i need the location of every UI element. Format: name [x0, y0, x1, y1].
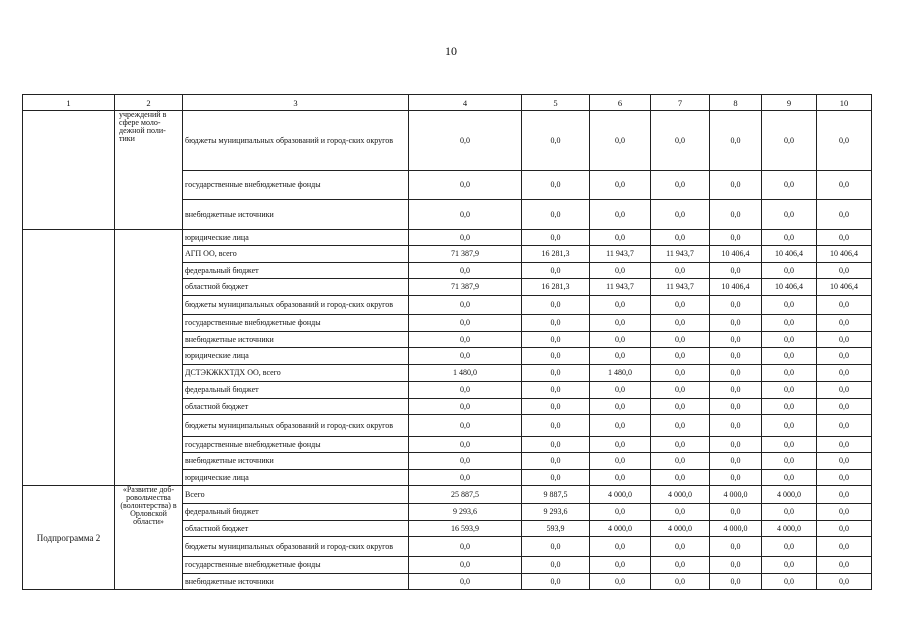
value-cell: 0,0 — [651, 504, 710, 521]
value-cell: 0,0 — [817, 557, 872, 574]
value-cell: 0,0 — [710, 574, 762, 590]
value-cell: 0,0 — [762, 557, 817, 574]
value-cell: 0,0 — [590, 574, 651, 590]
program-cell — [23, 111, 115, 230]
value-cell: 0,0 — [817, 415, 872, 437]
value-cell: 0,0 — [817, 171, 872, 200]
header-cell: 3 — [183, 95, 409, 111]
value-cell: 10 406,4 — [817, 279, 872, 296]
value-cell: 0,0 — [522, 171, 590, 200]
value-cell: 1 480,0 — [409, 365, 522, 382]
value-cell: 4 000,0 — [762, 486, 817, 504]
value-cell: 0,0 — [710, 263, 762, 279]
table-row — [23, 486, 872, 504]
value-cell: 0,0 — [710, 537, 762, 557]
value-cell: 0,0 — [522, 415, 590, 437]
value-cell: 0,0 — [651, 574, 710, 590]
value-cell: 0,0 — [651, 399, 710, 415]
measure-cell: «Развитие доб-ровольчества (волонтерства) в Орловской области» — [115, 486, 183, 590]
value-cell: 0,0 — [590, 504, 651, 521]
value-cell: 0,0 — [710, 296, 762, 315]
funding-source-cell: федеральный бюджет — [183, 263, 409, 279]
value-cell: 1 480,0 — [590, 365, 651, 382]
value-cell: 0,0 — [762, 111, 817, 171]
value-cell: 0,0 — [651, 263, 710, 279]
value-cell: 0,0 — [762, 348, 817, 365]
value-cell: 0,0 — [590, 470, 651, 486]
funding-source-cell: внебюджетные источники — [183, 453, 409, 470]
value-cell: 0,0 — [817, 504, 872, 521]
value-cell: 0,0 — [651, 470, 710, 486]
funding-source-cell: внебюджетные источники — [183, 574, 409, 590]
value-cell: 0,0 — [762, 437, 817, 453]
funding-source-cell: юридические лица — [183, 348, 409, 365]
value-cell: 0,0 — [817, 332, 872, 348]
value-cell: 0,0 — [522, 230, 590, 246]
value-cell: 4 000,0 — [590, 521, 651, 537]
value-cell: 0,0 — [817, 470, 872, 486]
value-cell: 11 943,7 — [651, 279, 710, 296]
value-cell: 0,0 — [522, 332, 590, 348]
value-cell: 0,0 — [762, 200, 817, 230]
value-cell: 0,0 — [817, 453, 872, 470]
value-cell: 4 000,0 — [710, 521, 762, 537]
value-cell: 0,0 — [710, 504, 762, 521]
value-cell: 0,0 — [522, 200, 590, 230]
value-cell: 0,0 — [817, 200, 872, 230]
value-cell: 0,0 — [817, 437, 872, 453]
value-cell: 0,0 — [651, 557, 710, 574]
value-cell: 0,0 — [590, 537, 651, 557]
program-cell — [23, 230, 115, 486]
value-cell: 0,0 — [409, 537, 522, 557]
funding-source-cell: федеральный бюджет — [183, 382, 409, 399]
value-cell: 0,0 — [762, 171, 817, 200]
funding-source-cell: бюджеты муниципальных образований и город-ских округов — [183, 415, 409, 437]
value-cell: 0,0 — [762, 365, 817, 382]
header-cell: 7 — [651, 95, 710, 111]
funding-source-cell: областной бюджет — [183, 399, 409, 415]
value-cell: 0,0 — [651, 200, 710, 230]
value-cell: 0,0 — [590, 111, 651, 171]
value-cell: 0,0 — [409, 557, 522, 574]
funding-source-cell: внебюджетные источники — [183, 332, 409, 348]
measure-cell: учреждений в сфере моло-дежной поли-тики — [115, 111, 183, 230]
value-cell: 0,0 — [817, 348, 872, 365]
funding-source-cell: государственные внебюджетные фонды — [183, 557, 409, 574]
funding-source-cell: бюджеты муниципальных образований и город-ских округов — [183, 537, 409, 557]
value-cell: 0,0 — [817, 230, 872, 246]
table-row — [23, 230, 872, 246]
value-cell: 0,0 — [710, 171, 762, 200]
value-cell: 16 281,3 — [522, 279, 590, 296]
value-cell: 0,0 — [762, 230, 817, 246]
value-cell: 0,0 — [762, 399, 817, 415]
value-cell: 0,0 — [651, 453, 710, 470]
value-cell: 0,0 — [651, 111, 710, 171]
value-cell: 0,0 — [522, 437, 590, 453]
value-cell: 0,0 — [817, 574, 872, 590]
funding-source-cell: государственные внебюджетные фонды — [183, 315, 409, 332]
value-cell: 0,0 — [409, 296, 522, 315]
header-cell: 2 — [115, 95, 183, 111]
value-cell: 0,0 — [817, 399, 872, 415]
value-cell: 11 943,7 — [590, 279, 651, 296]
value-cell: 4 000,0 — [590, 486, 651, 504]
value-cell: 0,0 — [817, 486, 872, 504]
value-cell: 0,0 — [651, 230, 710, 246]
value-cell: 10 406,4 — [710, 279, 762, 296]
value-cell: 0,0 — [762, 470, 817, 486]
value-cell: 10 406,4 — [762, 246, 817, 263]
page-number: 10 — [445, 44, 457, 58]
value-cell: 0,0 — [710, 453, 762, 470]
funding-source-cell: бюджеты муниципальных образований и город-ских округов — [183, 296, 409, 315]
value-cell: 0,0 — [590, 557, 651, 574]
value-cell: 4 000,0 — [710, 486, 762, 504]
value-cell: 0,0 — [651, 437, 710, 453]
funding-source-cell: бюджеты муниципальных образований и город-ских округов — [183, 111, 409, 171]
value-cell: 0,0 — [651, 537, 710, 557]
value-cell: 0,0 — [590, 171, 651, 200]
value-cell: 0,0 — [762, 537, 817, 557]
value-cell: 0,0 — [409, 111, 522, 171]
value-cell: 0,0 — [651, 296, 710, 315]
value-cell: 0,0 — [409, 348, 522, 365]
value-cell: 9 293,6 — [409, 504, 522, 521]
value-cell: 0,0 — [817, 296, 872, 315]
value-cell: 0,0 — [522, 382, 590, 399]
funding-source-cell: ДСТЭКЖКХТДХ ОО, всего — [183, 365, 409, 382]
funding-source-cell: областной бюджет — [183, 279, 409, 296]
value-cell: 0,0 — [817, 382, 872, 399]
value-cell: 0,0 — [817, 111, 872, 171]
header-cell: 10 — [817, 95, 872, 111]
value-cell: 4 000,0 — [651, 521, 710, 537]
value-cell: 0,0 — [710, 415, 762, 437]
value-cell: 0,0 — [590, 230, 651, 246]
value-cell: 0,0 — [762, 574, 817, 590]
value-cell: 0,0 — [590, 437, 651, 453]
value-cell: 0,0 — [762, 315, 817, 332]
value-cell: 0,0 — [762, 332, 817, 348]
value-cell: 0,0 — [710, 557, 762, 574]
value-cell: 0,0 — [409, 415, 522, 437]
value-cell: 0,0 — [710, 315, 762, 332]
value-cell: 0,0 — [590, 315, 651, 332]
value-cell: 0,0 — [710, 365, 762, 382]
value-cell: 0,0 — [522, 574, 590, 590]
value-cell: 0,0 — [710, 382, 762, 399]
value-cell: 0,0 — [710, 111, 762, 171]
value-cell: 593,9 — [522, 521, 590, 537]
value-cell: 0,0 — [710, 332, 762, 348]
value-cell: 0,0 — [590, 200, 651, 230]
value-cell: 0,0 — [590, 382, 651, 399]
value-cell: 0,0 — [590, 415, 651, 437]
funding-source-cell: областной бюджет — [183, 521, 409, 537]
value-cell: 9 887,5 — [522, 486, 590, 504]
value-cell: 0,0 — [522, 537, 590, 557]
value-cell: 0,0 — [409, 263, 522, 279]
value-cell: 0,0 — [710, 470, 762, 486]
value-cell: 0,0 — [409, 315, 522, 332]
value-cell: 0,0 — [817, 521, 872, 537]
header-row — [23, 95, 872, 111]
funding-source-cell: государственные внебюджетные фонды — [183, 437, 409, 453]
funding-source-cell: федеральный бюджет — [183, 504, 409, 521]
value-cell: 71 387,9 — [409, 279, 522, 296]
value-cell: 0,0 — [762, 382, 817, 399]
value-cell: 0,0 — [522, 557, 590, 574]
value-cell: 16 281,3 — [522, 246, 590, 263]
value-cell: 0,0 — [817, 365, 872, 382]
header-cell: 6 — [590, 95, 651, 111]
value-cell: 0,0 — [522, 263, 590, 279]
value-cell: 16 593,9 — [409, 521, 522, 537]
value-cell: 0,0 — [710, 399, 762, 415]
value-cell: 0,0 — [522, 470, 590, 486]
value-cell: 0,0 — [817, 263, 872, 279]
value-cell: 0,0 — [762, 415, 817, 437]
value-cell: 0,0 — [762, 296, 817, 315]
value-cell: 0,0 — [651, 365, 710, 382]
funding-source-cell: внебюджетные источники — [183, 200, 409, 230]
value-cell: 0,0 — [590, 296, 651, 315]
funding-source-cell: государственные внебюджетные фонды — [183, 171, 409, 200]
value-cell: 0,0 — [522, 348, 590, 365]
value-cell: 0,0 — [651, 171, 710, 200]
value-cell: 0,0 — [817, 537, 872, 557]
value-cell: 0,0 — [651, 315, 710, 332]
header-cell: 9 — [762, 95, 817, 111]
value-cell: 0,0 — [590, 399, 651, 415]
value-cell: 10 406,4 — [762, 279, 817, 296]
value-cell: 0,0 — [522, 365, 590, 382]
measure-cell — [115, 230, 183, 486]
value-cell: 0,0 — [651, 332, 710, 348]
budget-table — [22, 94, 872, 590]
value-cell: 0,0 — [409, 332, 522, 348]
value-cell: 0,0 — [522, 111, 590, 171]
value-cell: 0,0 — [590, 348, 651, 365]
value-cell: 0,0 — [651, 382, 710, 399]
value-cell: 0,0 — [710, 437, 762, 453]
value-cell: 0,0 — [409, 437, 522, 453]
value-cell: 0,0 — [817, 315, 872, 332]
value-cell: 0,0 — [651, 348, 710, 365]
value-cell: 0,0 — [710, 200, 762, 230]
value-cell: 0,0 — [522, 399, 590, 415]
header-cell: 5 — [522, 95, 590, 111]
value-cell: 4 000,0 — [762, 521, 817, 537]
value-cell: 0,0 — [522, 296, 590, 315]
value-cell: 11 943,7 — [590, 246, 651, 263]
value-cell: 71 387,9 — [409, 246, 522, 263]
value-cell: 0,0 — [409, 453, 522, 470]
header-cell: 4 — [409, 95, 522, 111]
funding-source-cell: Всего — [183, 486, 409, 504]
value-cell: 0,0 — [762, 453, 817, 470]
value-cell: 0,0 — [409, 171, 522, 200]
value-cell: 0,0 — [762, 263, 817, 279]
value-cell: 4 000,0 — [651, 486, 710, 504]
value-cell: 0,0 — [409, 470, 522, 486]
funding-source-cell: юридические лица — [183, 230, 409, 246]
value-cell: 0,0 — [409, 574, 522, 590]
value-cell: 10 406,4 — [817, 246, 872, 263]
value-cell: 0,0 — [590, 263, 651, 279]
header-cell: 1 — [23, 95, 115, 111]
funding-source-cell: АГП ОО, всего — [183, 246, 409, 263]
value-cell: 0,0 — [762, 504, 817, 521]
value-cell: 0,0 — [590, 332, 651, 348]
header-cell: 8 — [710, 95, 762, 111]
value-cell: 0,0 — [409, 399, 522, 415]
value-cell: 0,0 — [522, 453, 590, 470]
value-cell: 0,0 — [710, 230, 762, 246]
table-row — [23, 111, 872, 171]
value-cell: 25 887,5 — [409, 486, 522, 504]
value-cell: 0,0 — [522, 315, 590, 332]
program-cell: Подпрограмма 2 — [23, 486, 115, 590]
value-cell: 0,0 — [409, 230, 522, 246]
value-cell: 0,0 — [409, 200, 522, 230]
value-cell: 0,0 — [409, 382, 522, 399]
value-cell: 10 406,4 — [710, 246, 762, 263]
value-cell: 0,0 — [590, 453, 651, 470]
value-cell: 0,0 — [710, 348, 762, 365]
value-cell: 9 293,6 — [522, 504, 590, 521]
value-cell: 0,0 — [651, 415, 710, 437]
value-cell: 11 943,7 — [651, 246, 710, 263]
funding-source-cell: юридические лица — [183, 470, 409, 486]
